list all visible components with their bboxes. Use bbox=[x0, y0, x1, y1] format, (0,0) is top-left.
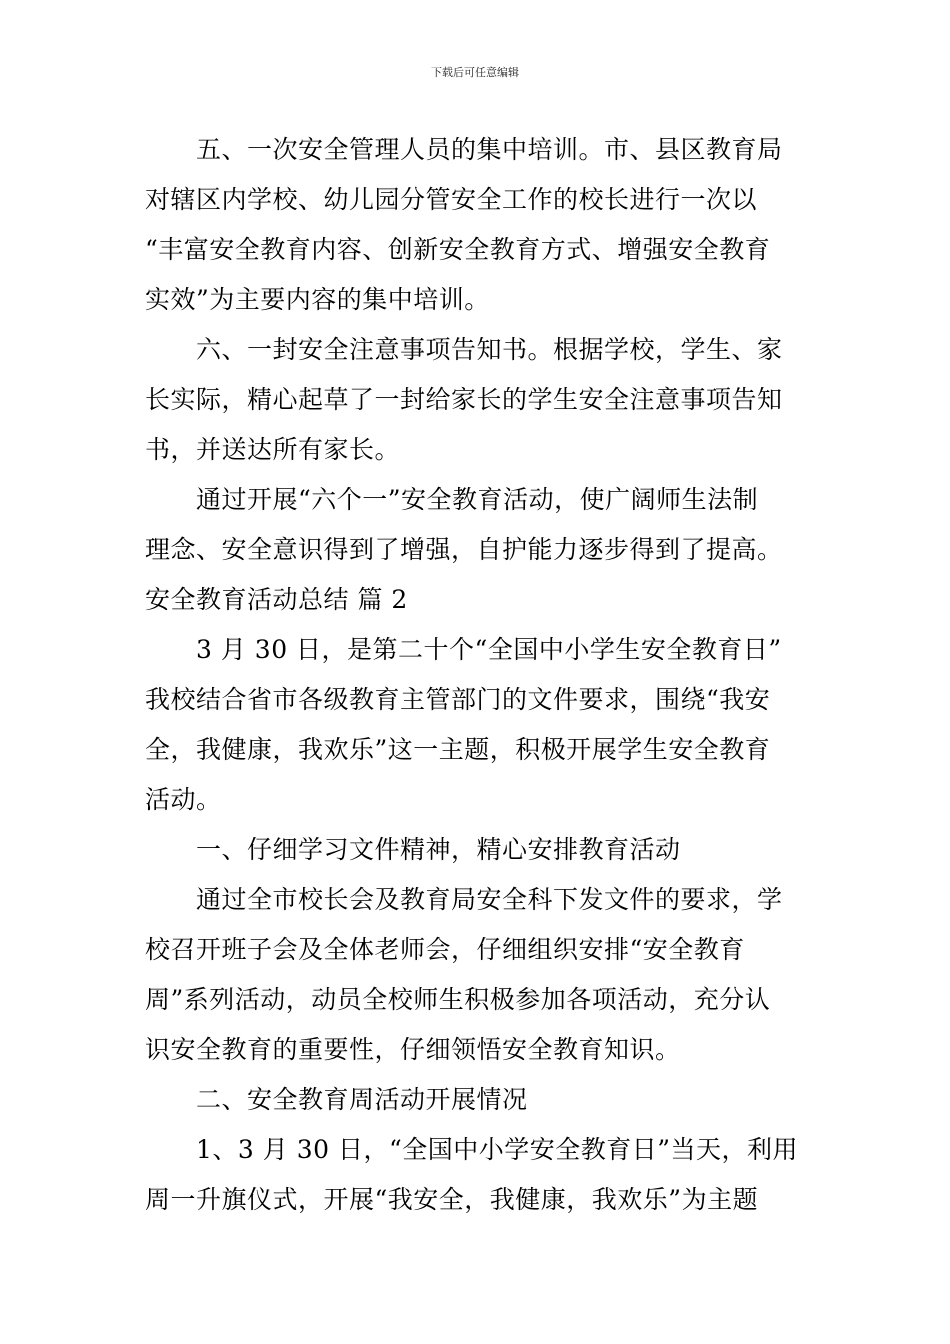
text-line: 校召开班子会及全体老师会，仔细组织安排“安全教育 bbox=[145, 935, 745, 964]
text-line: 理念、安全意识得到了增强，自护能力逐步得到了提高。 bbox=[145, 535, 783, 564]
text-line: 活动。 bbox=[145, 785, 222, 814]
text-line: 通过全市校长会及教育局安全科下发文件的要求，学 bbox=[196, 885, 783, 914]
text-line: 对辖区内学校、幼儿园分管安全工作的校长进行一次以 bbox=[145, 185, 758, 214]
subheading: 二、安全教育周活动开展情况 bbox=[196, 1085, 528, 1114]
text-line: 全，我健康，我欢乐”这一主题，积极开展学生安全教育 bbox=[145, 735, 771, 764]
text-line: 周一升旗仪式，开展“我安全，我健康，我欢乐”为主题 bbox=[145, 1185, 759, 1214]
text-line: 识安全教育的重要性，仔细领悟安全教育知识。 bbox=[145, 1035, 681, 1064]
section-heading: 安全教育活动总结 篇 2 bbox=[145, 585, 408, 614]
text-line: 实效”为主要内容的集中培训。 bbox=[145, 285, 490, 314]
subheading: 一、仔细学习文件精神，精心安排教育活动 bbox=[196, 835, 681, 864]
text-line: 五、一次安全管理人员的集中培训。市、县区教育局 bbox=[196, 135, 783, 164]
text-line: 六、一封安全注意事项告知书。根据学校，学生、家 bbox=[196, 335, 783, 364]
text-line: 通过开展“六个一”安全教育活动，使广阔师生法制 bbox=[196, 485, 759, 514]
text-line: 3 月 30 日，是第二十个“全国中小学生安全教育日” bbox=[196, 635, 782, 664]
text-line: 1、3 月 30 日，“全国中小学安全教育日”当天，利用 bbox=[196, 1135, 799, 1164]
text-line: 书，并送达所有家长。 bbox=[145, 435, 401, 464]
text-line: 周”系列活动，动员全校师生积极参加各项活动，充分认 bbox=[145, 985, 771, 1014]
text-line: 我校结合省市各级教育主管部门的文件要求，围绕“我安 bbox=[145, 685, 771, 714]
text-line: 长实际，精心起草了一封给家长的学生安全注意事项告知 bbox=[145, 385, 783, 414]
download-note: 下载后可任意编辑 bbox=[431, 66, 519, 79]
text-line: “丰富安全教育内容、创新安全教育方式、增强安全教育 bbox=[145, 235, 771, 264]
